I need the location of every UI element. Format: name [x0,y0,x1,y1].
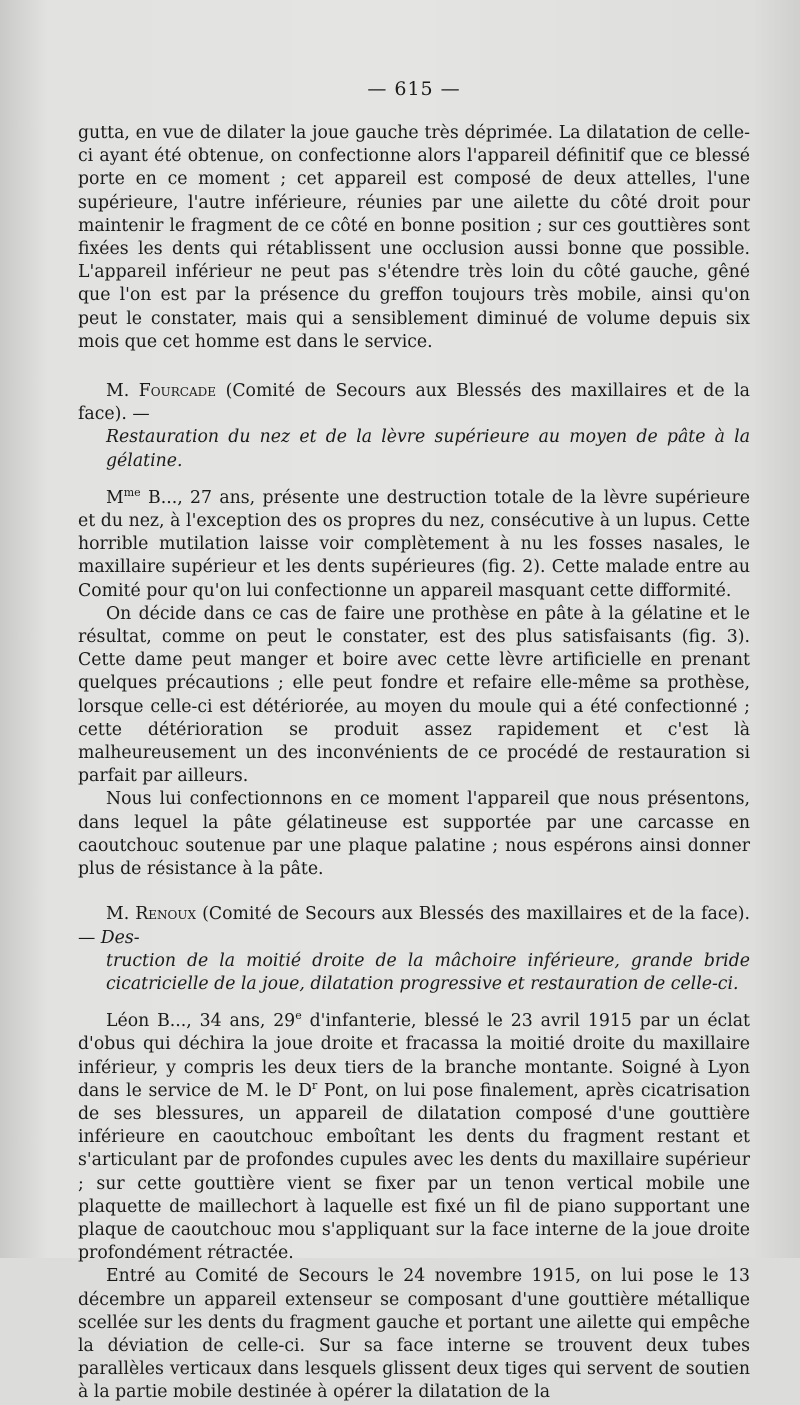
paragraph-continuation: gutta, en vue de dilater la joue gauche très déprimée. La dilatation de celle-ci ayant été obtenue, on confectionne alors l'appareil définitif que ce blessé porte en ce moment ; cet appareil est composé de deux attelles, l'une supérieure, l'autre inférieure, réunies par une ailette du côté droit pour maintenir le fragment de ce côté en bonne position ; sur ces gouttières sont fixées les dents qui rétablissent une occlusion aussi bonne que possible. L'appareil inférieur ne peut pas s'étendre très loin du côté gauche, gêné que l'on est par la présence du greffon toujours très mobile, ainsi qu'on peut le constater, mais qui a sensiblement diminué de volume depuis six mois que cet homme est dans le service. [78,123,750,352]
text-part-b: d'infanterie, blessé le 23 avril 1915 par un éclat d'obus qui déchira la joue droite et fracassa la moitié droite du maxillaire inférieur, y compris les deux tiers de la branche montante. Soigné à Lyon dans le service de M. le D [78,1011,750,1101]
page-number: — 615 — [367,78,461,100]
paragraph-case-mme-b [78,487,750,603]
author-prefix: M. [106,381,130,402]
text-body: B..., 27 ans, présente une destruction totale de la lèvre supérieure et du nez, à l'exception des os propres du nez, consécutive à un lupus. Cette horrible mutilation laisse voir complètement à nu les fosses nasales, le maxillaire supérieur et les dents supérieures (fig. 2). Cette malade entre au Comité pour qu'on lui confectionne un appareil masquant cette difformité. [78,487,750,601]
paragraph-prothese: On décide dans ce cas de faire une prothèse en pâte à la gélatine et le résultat, comme on peut le constater, est des plus satisfaisants (fig. 3). Cette dame peut manger et boire avec cette lèvre artificielle en prenant quelques précautions ; elle peut fondre et refaire elle-même sa prothèse, lorsque celle-ci est détériorée, au moyen du moule qui a été confectionné ; cette détérioration se produit assez rapidement et c'est là malheureusement un des inconvénients de ce procédé de restauration si parfait par ailleurs. [78,603,750,787]
section-heading-renoux [78,903,750,949]
author-prefix: M. [106,904,130,925]
section-title-renoux: truction de la moitié droite de la mâchoire inférieure, grande bride cicatricielle de la joue, dilatation progressive et restauration de celle-ci. [106,950,750,994]
superscript: e [295,1009,302,1023]
paragraph-case-leon-b [78,1010,750,1265]
author-name: Fourcade [138,381,216,402]
author-affiliation: (Comité de Secours aux Blessés des maxillaires et de la face). — [78,904,750,948]
section-title-fourcade: Restauration du nez et de la lèvre supérieure au moyen de pâte à la gélatine. [106,427,750,471]
paragraph-comite-secours: Entré au Comité de Secours le 24 novembre 1915, on lui pose le 13 décembre un appareil extenseur se composant d'une gouttière métallique scellée sur les dents du fragment gauche et portant une ailette qui empêche la déviation de celle-ci. Sur sa face interne se trouvent deux tubes parallèles verticaux dans lesquels glissent deux tiges qui servent de soutien à la partie mobile destinée à opérer la dilatation de la [78,1266,750,1403]
text-part-a: Léon B..., 34 ans, 29 [106,1011,296,1032]
author-name: Renoux [135,904,197,925]
superscript: me [123,486,141,500]
author-affiliation: (Comité de Secours aux Blessés des maxillaires et de la face). — [78,381,750,425]
section-heading-fourcade [78,380,750,426]
text-part-c: Pont, on lui pose finalement, après cicatrisation de ses blessures, un appareil de dilatation composé d'une gouttière inférieure en caoutchouc emboîtant les dents du fragment restant et s'articulant par de profondes cupules avec les dents du maxillaire supérieur ; sur cette gouttière vient se fixer par un tenon vertical mobile une plaquette de maillechort à laquelle est fixé un fil de piano supportant une plaque de caoutchouc mou s'appliquant sur la face interne de la joue droite profondément rétractée. [78,1080,750,1264]
paragraph-appareil: Nous lui confectionnons en ce moment l'appareil que nous présentons, dans lequel la pâte gélatineuse est supportée par une carcasse en caoutchouc soutenue par une plaque palatine ; nous espérons ainsi donner plus de résistance à la pâte. [78,789,750,880]
text-prefix: M [106,487,124,508]
superscript: r [311,1078,318,1092]
section-title-start: Des- [100,927,140,948]
